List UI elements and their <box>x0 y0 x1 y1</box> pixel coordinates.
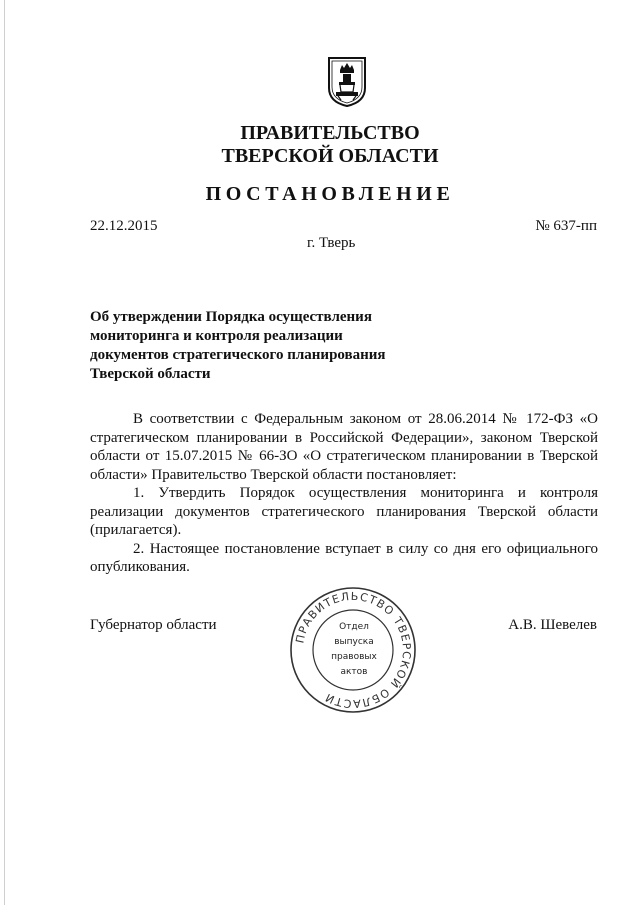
subject-line: документов стратегического планирования <box>90 347 386 363</box>
item-1-paragraph: 1. Утвердить Порядок осуществления мониторинга и контроля реализации документов стратегического планирования Тверской области (прилагается). <box>90 485 598 538</box>
subject-line: Об утверждении Порядка осуществления <box>90 309 372 325</box>
subject-line: мониторинга и контроля реализации <box>90 328 343 344</box>
subject-line: Тверской области <box>90 366 211 382</box>
signer-title: Губернатор области <box>90 617 217 633</box>
item-2-paragraph: 2. Настоящее постановление вступает в силу со дня его официального опубликования. <box>90 540 598 575</box>
stamp-line: Отдел <box>339 622 369 632</box>
document-number: № 637-пп <box>535 218 597 234</box>
tver-coat-of-arms-icon <box>327 56 367 108</box>
document-type: ПОСТАНОВЛЕНИЕ <box>205 183 455 205</box>
document-date: 22.12.2015 <box>90 218 158 234</box>
stamp-line: актов <box>340 667 368 677</box>
scan-edge-line <box>4 0 5 905</box>
preamble-paragraph: В соответствии с Федеральным законом от 28.06.2014 № 172-ФЗ «О стратегическом планировании в Российской Федерации», законом Тверской области от 15.07.2015 № 66-ЗО «О стратегическом планировании в Тверской области» Правительство Тверской области постановляет: <box>90 411 598 483</box>
stamp-line: правовых <box>331 652 377 662</box>
stamp-line: выпуска <box>334 637 374 647</box>
org-name-line1: ПРАВИТЕЛЬСТВО <box>240 122 420 144</box>
stamp-ring-text: ПРАВИТЕЛЬСТВО ТВЕРСКОЙ ОБЛАСТИ <box>293 589 414 711</box>
document-body <box>90 410 598 577</box>
stamp-center-text <box>320 620 388 680</box>
document-subject <box>90 308 430 384</box>
document-city: г. Тверь <box>307 235 356 251</box>
signer-name: А.В. Шевелев <box>508 617 597 633</box>
org-name-line2: ТВЕРСКОЙ ОБЛАСТИ <box>221 145 439 167</box>
